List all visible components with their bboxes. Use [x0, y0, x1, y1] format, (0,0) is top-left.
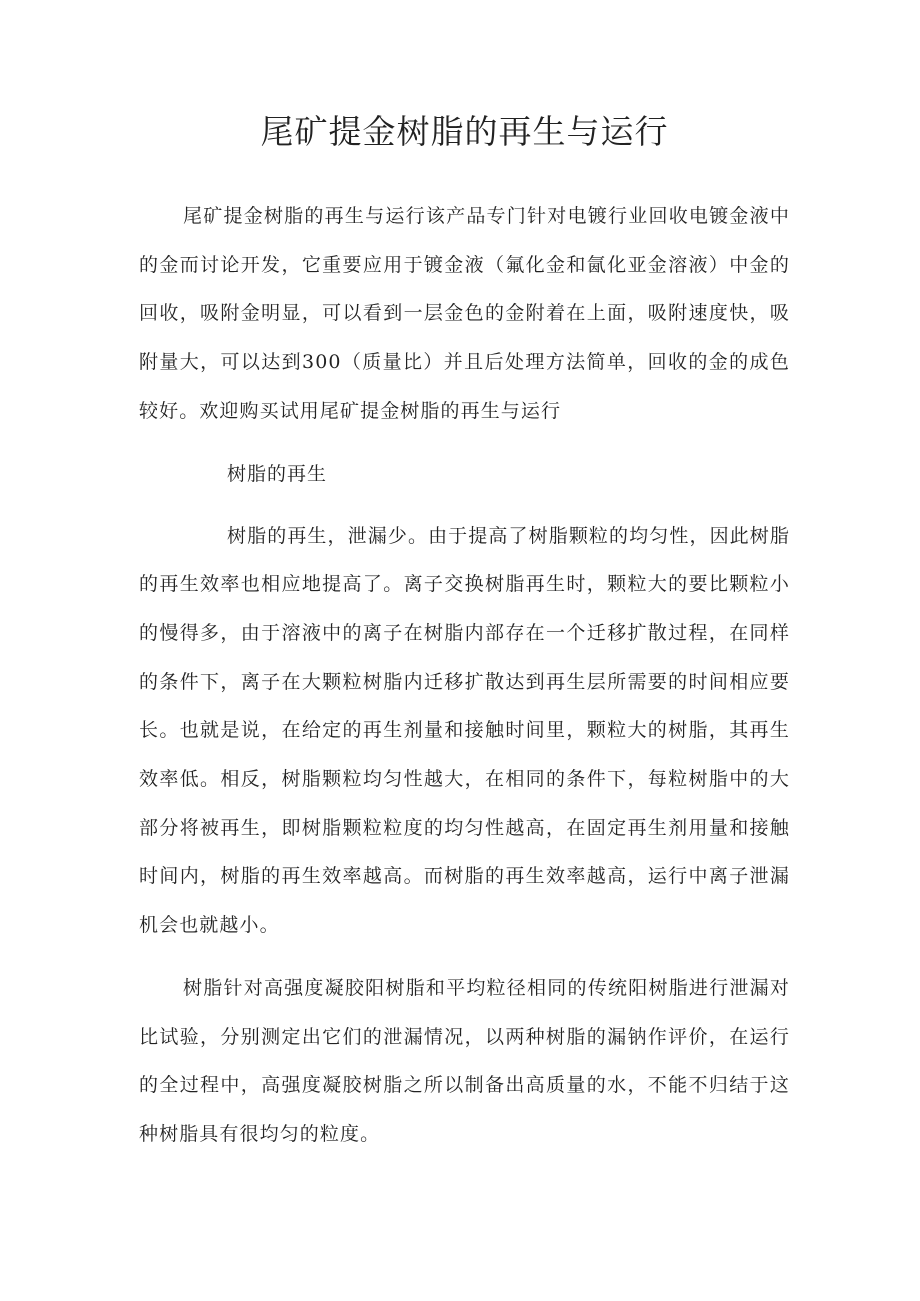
section-heading: 树脂的再生	[227, 462, 328, 485]
document-title: 尾矿提金树脂的再生与运行	[260, 112, 669, 151]
intro-paragraph: 尾矿提金树脂的再生与运行该产品专门针对电镀行业回收电镀金液中的金而讨论开发，它重要应用于镀金液（氟化金和氤化亚金溶液）中金的回收，吸附金明显，可以看到一层金色的金附着在上面，吸附速度快，吸附量大，可以达到300（质量比）并且后处理方法简单，回收的金的成色较好。欢迎购买试用尾矿提金树脂的再生与运行	[139, 205, 790, 422]
regeneration-paragraph: 树脂的再生，泄漏少。由于提高了树脂颗粒的均匀性，因此树脂的再生效率也相应地提高了。离子交换树脂再生时，颗粒大的要比颗粒小的慢得多，由于溶液中的离子在树脂内部存在一个迁移扩散过程，在同样的条件下，离子在大颗粒树脂内迁移扩散达到再生层所需要的时间相应要长。也就是说，在给定的再生剂量和接触时间里，颗粒大的树脂，其再生效率低。相反，树脂颗粒均匀性越大，在相同的条件下，每粒树脂中的大部分将被再生，即树脂颗粒粒度的均匀性越高，在固定再生剂用量和接触时间内，树脂的再生效率越高。而树脂的再生效率越高，运行中离子泄漏机会也就越小。	[139, 524, 790, 937]
comparison-paragraph: 树脂针对高强度凝胶阳树脂和平均粒径相同的传统阳树脂进行泄漏对比试验，分别测定出它们的泄漏情况，以两种树脂的漏钠作评价，在运行的全过程中，高强度凝胶树脂之所以制备出高质量的水，不能不归结于这种树脂具有很均匀的粒度。	[139, 976, 790, 1145]
